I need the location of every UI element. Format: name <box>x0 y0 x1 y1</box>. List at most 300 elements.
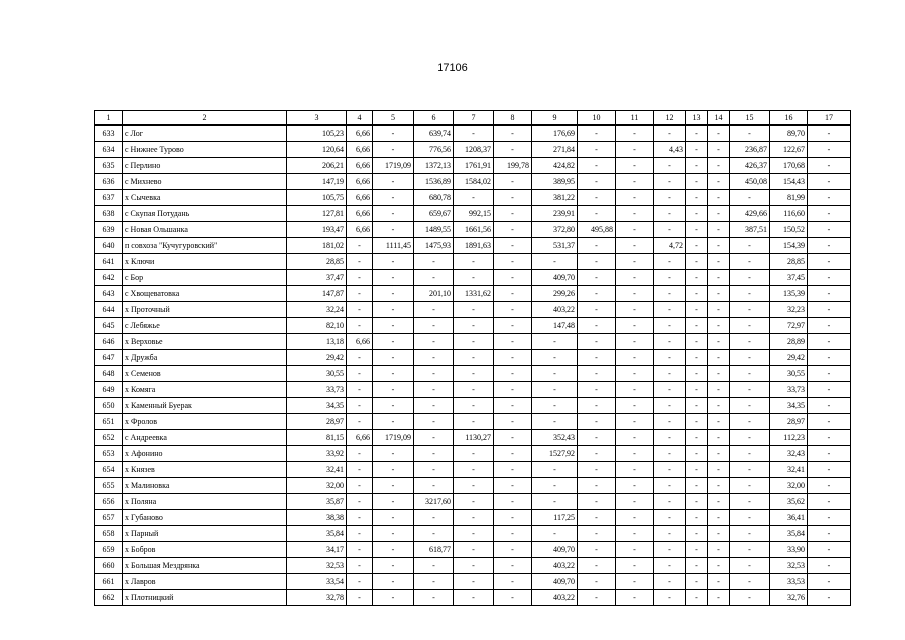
value-cell: - <box>686 398 708 414</box>
value-cell: - <box>654 174 686 190</box>
row-number-cell: 645 <box>95 318 123 334</box>
column-header-12: 12 <box>654 111 686 126</box>
row-number-cell: 657 <box>95 510 123 526</box>
value-cell: 1761,91 <box>454 158 494 174</box>
value-cell: 122,67 <box>770 142 808 158</box>
settlement-name-cell: х Поляна <box>123 494 287 510</box>
value-cell: - <box>730 590 770 606</box>
value-cell: - <box>414 334 454 350</box>
value-cell: 6,66 <box>347 334 373 350</box>
value-cell: - <box>578 542 616 558</box>
value-cell: - <box>454 542 494 558</box>
value-cell: 199,78 <box>494 158 532 174</box>
value-cell: - <box>347 318 373 334</box>
value-cell: - <box>686 414 708 430</box>
value-cell: - <box>730 414 770 430</box>
value-cell: - <box>808 494 851 510</box>
value-cell: - <box>373 190 414 206</box>
value-cell: - <box>730 494 770 510</box>
value-cell: - <box>373 350 414 366</box>
value-cell: - <box>454 510 494 526</box>
value-cell: - <box>730 478 770 494</box>
value-cell: - <box>730 254 770 270</box>
value-cell: - <box>494 414 532 430</box>
value-cell: 271,84 <box>532 142 578 158</box>
settlement-name-cell: х Верховье <box>123 334 287 350</box>
row-number-cell: 636 <box>95 174 123 190</box>
settlement-name-cell: с Перлино <box>123 158 287 174</box>
value-cell: - <box>686 382 708 398</box>
value-cell: - <box>708 350 730 366</box>
value-cell: - <box>532 414 578 430</box>
value-cell: - <box>414 366 454 382</box>
value-cell: 13,18 <box>287 334 347 350</box>
value-cell: 147,48 <box>532 318 578 334</box>
value-cell: 34,35 <box>287 398 347 414</box>
value-cell: - <box>494 238 532 254</box>
value-cell: - <box>578 398 616 414</box>
value-cell: - <box>686 254 708 270</box>
row-number-cell: 634 <box>95 142 123 158</box>
value-cell: - <box>708 494 730 510</box>
value-cell: - <box>616 270 654 286</box>
value-cell: - <box>654 125 686 142</box>
value-cell: - <box>454 366 494 382</box>
value-cell: 32,41 <box>770 462 808 478</box>
value-cell: - <box>578 478 616 494</box>
value-cell: - <box>808 286 851 302</box>
value-cell: - <box>708 206 730 222</box>
value-cell: - <box>654 510 686 526</box>
value-cell: 29,42 <box>287 350 347 366</box>
value-cell: - <box>454 302 494 318</box>
value-cell: - <box>578 446 616 462</box>
value-cell: - <box>347 286 373 302</box>
value-cell: - <box>708 270 730 286</box>
value-cell: - <box>686 302 708 318</box>
value-cell: 531,37 <box>532 238 578 254</box>
value-cell: - <box>808 302 851 318</box>
value-cell: - <box>494 254 532 270</box>
value-cell: - <box>373 334 414 350</box>
value-cell: - <box>373 142 414 158</box>
value-cell: - <box>708 254 730 270</box>
value-cell: - <box>454 190 494 206</box>
value-cell: - <box>578 158 616 174</box>
value-cell: 236,87 <box>730 142 770 158</box>
value-cell: - <box>347 558 373 574</box>
table-row <box>95 334 851 350</box>
value-cell: - <box>686 238 708 254</box>
value-cell: - <box>730 446 770 462</box>
settlement-name-cell: п совхоза "Кучугуровский" <box>123 238 287 254</box>
value-cell: 33,54 <box>287 574 347 590</box>
value-cell: - <box>347 382 373 398</box>
table-row <box>95 430 851 446</box>
row-number-cell: 633 <box>95 125 123 142</box>
value-cell: - <box>686 142 708 158</box>
value-cell: - <box>578 318 616 334</box>
settlement-name-cell: с Михнево <box>123 174 287 190</box>
settlement-name-cell: х Малиновка <box>123 478 287 494</box>
value-cell: - <box>616 510 654 526</box>
value-cell: 116,60 <box>770 206 808 222</box>
value-cell: - <box>532 382 578 398</box>
value-cell: - <box>494 190 532 206</box>
value-cell: - <box>654 270 686 286</box>
value-cell: - <box>494 206 532 222</box>
value-cell: 680,78 <box>414 190 454 206</box>
value-cell: - <box>454 350 494 366</box>
value-cell: 1208,37 <box>454 142 494 158</box>
table-row <box>95 318 851 334</box>
value-cell: - <box>578 270 616 286</box>
value-cell: - <box>686 222 708 238</box>
value-cell: - <box>686 526 708 542</box>
value-cell: - <box>414 270 454 286</box>
value-cell: 299,26 <box>532 286 578 302</box>
column-header-8: 8 <box>494 111 532 126</box>
value-cell: 450,08 <box>730 174 770 190</box>
settlement-name-cell: х Семенов <box>123 366 287 382</box>
value-cell: - <box>808 270 851 286</box>
value-cell: - <box>578 558 616 574</box>
value-cell: - <box>730 302 770 318</box>
row-number-cell: 655 <box>95 478 123 494</box>
value-cell: 429,66 <box>730 206 770 222</box>
value-cell: - <box>708 558 730 574</box>
value-cell: - <box>730 510 770 526</box>
value-cell: - <box>730 462 770 478</box>
column-header-7: 7 <box>454 111 494 126</box>
table-row <box>95 286 851 302</box>
settlement-name-cell: с Лебяжье <box>123 318 287 334</box>
row-number-cell: 654 <box>95 462 123 478</box>
value-cell: - <box>616 125 654 142</box>
value-cell: 32,76 <box>770 590 808 606</box>
value-cell: 32,53 <box>287 558 347 574</box>
settlement-name-cell: х Проточный <box>123 302 287 318</box>
row-number-cell: 642 <box>95 270 123 286</box>
value-cell: - <box>414 478 454 494</box>
value-cell: - <box>654 542 686 558</box>
value-cell: - <box>686 494 708 510</box>
value-cell: - <box>494 590 532 606</box>
value-cell: - <box>654 286 686 302</box>
row-number-cell: 658 <box>95 526 123 542</box>
table-row <box>95 478 851 494</box>
value-cell: - <box>686 174 708 190</box>
value-cell: - <box>414 414 454 430</box>
value-cell: 776,56 <box>414 142 454 158</box>
row-number-cell: 640 <box>95 238 123 254</box>
value-cell: - <box>686 366 708 382</box>
value-cell: 32,41 <box>287 462 347 478</box>
value-cell: - <box>708 430 730 446</box>
value-cell: - <box>686 125 708 142</box>
value-cell: 403,22 <box>532 558 578 574</box>
value-cell: 33,90 <box>770 542 808 558</box>
value-cell: 6,66 <box>347 142 373 158</box>
value-cell: - <box>616 142 654 158</box>
row-number-cell: 662 <box>95 590 123 606</box>
value-cell: 28,85 <box>770 254 808 270</box>
value-cell: - <box>373 366 414 382</box>
value-cell: - <box>532 526 578 542</box>
value-cell: - <box>730 574 770 590</box>
value-cell: - <box>616 382 654 398</box>
value-cell: - <box>808 174 851 190</box>
value-cell: - <box>578 286 616 302</box>
value-cell: - <box>347 398 373 414</box>
page-number: 17106 <box>437 62 468 74</box>
value-cell: 33,73 <box>770 382 808 398</box>
value-cell: - <box>414 574 454 590</box>
value-cell: - <box>347 446 373 462</box>
value-cell: - <box>494 174 532 190</box>
value-cell: - <box>654 158 686 174</box>
value-cell: - <box>808 510 851 526</box>
settlement-name-cell: х Лавров <box>123 574 287 590</box>
value-cell: - <box>414 462 454 478</box>
settlement-name-cell: х Большая Мездрянка <box>123 558 287 574</box>
value-cell: - <box>454 414 494 430</box>
value-cell: - <box>686 510 708 526</box>
value-cell: - <box>730 318 770 334</box>
value-cell: - <box>686 590 708 606</box>
value-cell: 32,43 <box>770 446 808 462</box>
value-cell: - <box>808 478 851 494</box>
value-cell: 1891,63 <box>454 238 494 254</box>
value-cell: - <box>494 494 532 510</box>
value-cell: 1489,55 <box>414 222 454 238</box>
settlement-name-cell: х Сычевка <box>123 190 287 206</box>
value-cell: - <box>578 590 616 606</box>
value-cell: - <box>373 125 414 142</box>
value-cell: - <box>454 462 494 478</box>
row-number-cell: 641 <box>95 254 123 270</box>
value-cell: - <box>616 158 654 174</box>
value-cell: - <box>654 302 686 318</box>
value-cell: 81,15 <box>287 430 347 446</box>
value-cell: - <box>616 366 654 382</box>
value-cell: 35,84 <box>287 526 347 542</box>
value-cell: - <box>708 222 730 238</box>
row-number-cell: 649 <box>95 382 123 398</box>
value-cell: - <box>686 270 708 286</box>
value-cell: - <box>616 414 654 430</box>
value-cell: - <box>686 462 708 478</box>
value-cell: - <box>708 462 730 478</box>
value-cell: - <box>532 254 578 270</box>
value-cell: - <box>686 446 708 462</box>
column-header-3: 3 <box>287 111 347 126</box>
row-number-cell: 647 <box>95 350 123 366</box>
value-cell: 81,99 <box>770 190 808 206</box>
value-cell: - <box>454 526 494 542</box>
value-cell: - <box>808 542 851 558</box>
value-cell: 403,22 <box>532 590 578 606</box>
value-cell: 409,70 <box>532 542 578 558</box>
value-cell: 201,10 <box>414 286 454 302</box>
value-cell: - <box>708 238 730 254</box>
value-cell: 6,66 <box>347 430 373 446</box>
value-cell: - <box>414 510 454 526</box>
table-row <box>95 190 851 206</box>
value-cell: - <box>494 366 532 382</box>
value-cell: - <box>654 334 686 350</box>
value-cell: - <box>808 125 851 142</box>
value-cell: - <box>373 174 414 190</box>
value-cell: - <box>373 526 414 542</box>
value-cell: - <box>686 350 708 366</box>
value-cell: 6,66 <box>347 158 373 174</box>
table-row <box>95 462 851 478</box>
value-cell: 150,52 <box>770 222 808 238</box>
table-row <box>95 414 851 430</box>
value-cell: - <box>494 574 532 590</box>
value-cell: 6,66 <box>347 222 373 238</box>
value-cell: - <box>494 430 532 446</box>
value-cell: - <box>578 334 616 350</box>
value-cell: - <box>373 446 414 462</box>
table-row <box>95 222 851 238</box>
table-row <box>95 574 851 590</box>
value-cell: - <box>730 526 770 542</box>
value-cell: 618,77 <box>414 542 454 558</box>
row-number-cell: 648 <box>95 366 123 382</box>
value-cell: - <box>730 558 770 574</box>
value-cell: - <box>654 254 686 270</box>
column-header-6: 6 <box>414 111 454 126</box>
value-cell: 495,88 <box>578 222 616 238</box>
value-cell: 6,66 <box>347 206 373 222</box>
row-number-cell: 646 <box>95 334 123 350</box>
value-cell: - <box>578 574 616 590</box>
value-cell: - <box>494 398 532 414</box>
value-cell: - <box>616 254 654 270</box>
row-number-cell: 656 <box>95 494 123 510</box>
value-cell: - <box>708 318 730 334</box>
value-cell: 1372,13 <box>414 158 454 174</box>
value-cell: - <box>454 446 494 462</box>
value-cell: - <box>708 142 730 158</box>
settlement-name-cell: с Хвощеватовка <box>123 286 287 302</box>
value-cell: 387,51 <box>730 222 770 238</box>
settlement-name-cell: х Князев <box>123 462 287 478</box>
value-cell: - <box>373 286 414 302</box>
value-cell: 1661,56 <box>454 222 494 238</box>
value-cell: 112,23 <box>770 430 808 446</box>
table-row <box>95 206 851 222</box>
value-cell: - <box>347 542 373 558</box>
value-cell: - <box>808 158 851 174</box>
value-cell: - <box>616 478 654 494</box>
value-cell: 35,84 <box>770 526 808 542</box>
column-header-2: 2 <box>123 111 287 126</box>
value-cell: - <box>578 125 616 142</box>
value-cell: - <box>616 318 654 334</box>
value-cell: 1719,09 <box>373 430 414 446</box>
value-cell: 1719,09 <box>373 158 414 174</box>
value-cell: 154,39 <box>770 238 808 254</box>
row-number-cell: 652 <box>95 430 123 446</box>
value-cell: - <box>686 158 708 174</box>
value-cell: - <box>616 574 654 590</box>
value-cell: 32,78 <box>287 590 347 606</box>
settlement-name-cell: с Новая Ольшанка <box>123 222 287 238</box>
value-cell: - <box>494 334 532 350</box>
value-cell: 176,69 <box>532 125 578 142</box>
value-cell: - <box>616 462 654 478</box>
value-cell: - <box>808 430 851 446</box>
table-row <box>95 398 851 414</box>
value-cell: - <box>730 350 770 366</box>
value-cell: 193,47 <box>287 222 347 238</box>
value-cell: - <box>654 494 686 510</box>
value-cell: - <box>808 382 851 398</box>
value-cell: - <box>654 222 686 238</box>
value-cell: - <box>373 302 414 318</box>
value-cell: 117,25 <box>532 510 578 526</box>
value-cell: 28,97 <box>287 414 347 430</box>
value-cell: - <box>373 558 414 574</box>
value-cell: - <box>654 526 686 542</box>
value-cell: 36,41 <box>770 510 808 526</box>
value-cell: - <box>414 430 454 446</box>
value-cell: - <box>808 142 851 158</box>
value-cell: - <box>494 462 532 478</box>
settlement-name-cell: с Бор <box>123 270 287 286</box>
value-cell: 372,80 <box>532 222 578 238</box>
value-cell: - <box>654 558 686 574</box>
settlement-name-cell: х Комяга <box>123 382 287 398</box>
value-cell: - <box>616 302 654 318</box>
column-header-10: 10 <box>578 111 616 126</box>
value-cell: - <box>686 558 708 574</box>
value-cell: 30,55 <box>287 366 347 382</box>
settlement-name-cell: с Лог <box>123 125 287 142</box>
value-cell: - <box>708 174 730 190</box>
value-cell: 29,42 <box>770 350 808 366</box>
value-cell: - <box>373 494 414 510</box>
value-cell: - <box>578 462 616 478</box>
value-cell: - <box>454 590 494 606</box>
value-cell: - <box>494 318 532 334</box>
value-cell: - <box>708 526 730 542</box>
table-row <box>95 142 851 158</box>
value-cell: - <box>454 270 494 286</box>
value-cell: - <box>373 222 414 238</box>
value-cell: - <box>347 414 373 430</box>
value-cell: - <box>808 526 851 542</box>
value-cell: - <box>654 590 686 606</box>
row-number-cell: 635 <box>95 158 123 174</box>
value-cell: - <box>708 542 730 558</box>
value-cell: - <box>494 526 532 542</box>
value-cell: - <box>494 125 532 142</box>
value-cell: - <box>414 318 454 334</box>
column-header-5: 5 <box>373 111 414 126</box>
value-cell: - <box>730 542 770 558</box>
table-row <box>95 366 851 382</box>
value-cell: 239,91 <box>532 206 578 222</box>
value-cell: - <box>347 254 373 270</box>
value-cell: - <box>708 190 730 206</box>
value-cell: 32,53 <box>770 558 808 574</box>
value-cell: 32,00 <box>770 478 808 494</box>
value-cell: - <box>616 350 654 366</box>
